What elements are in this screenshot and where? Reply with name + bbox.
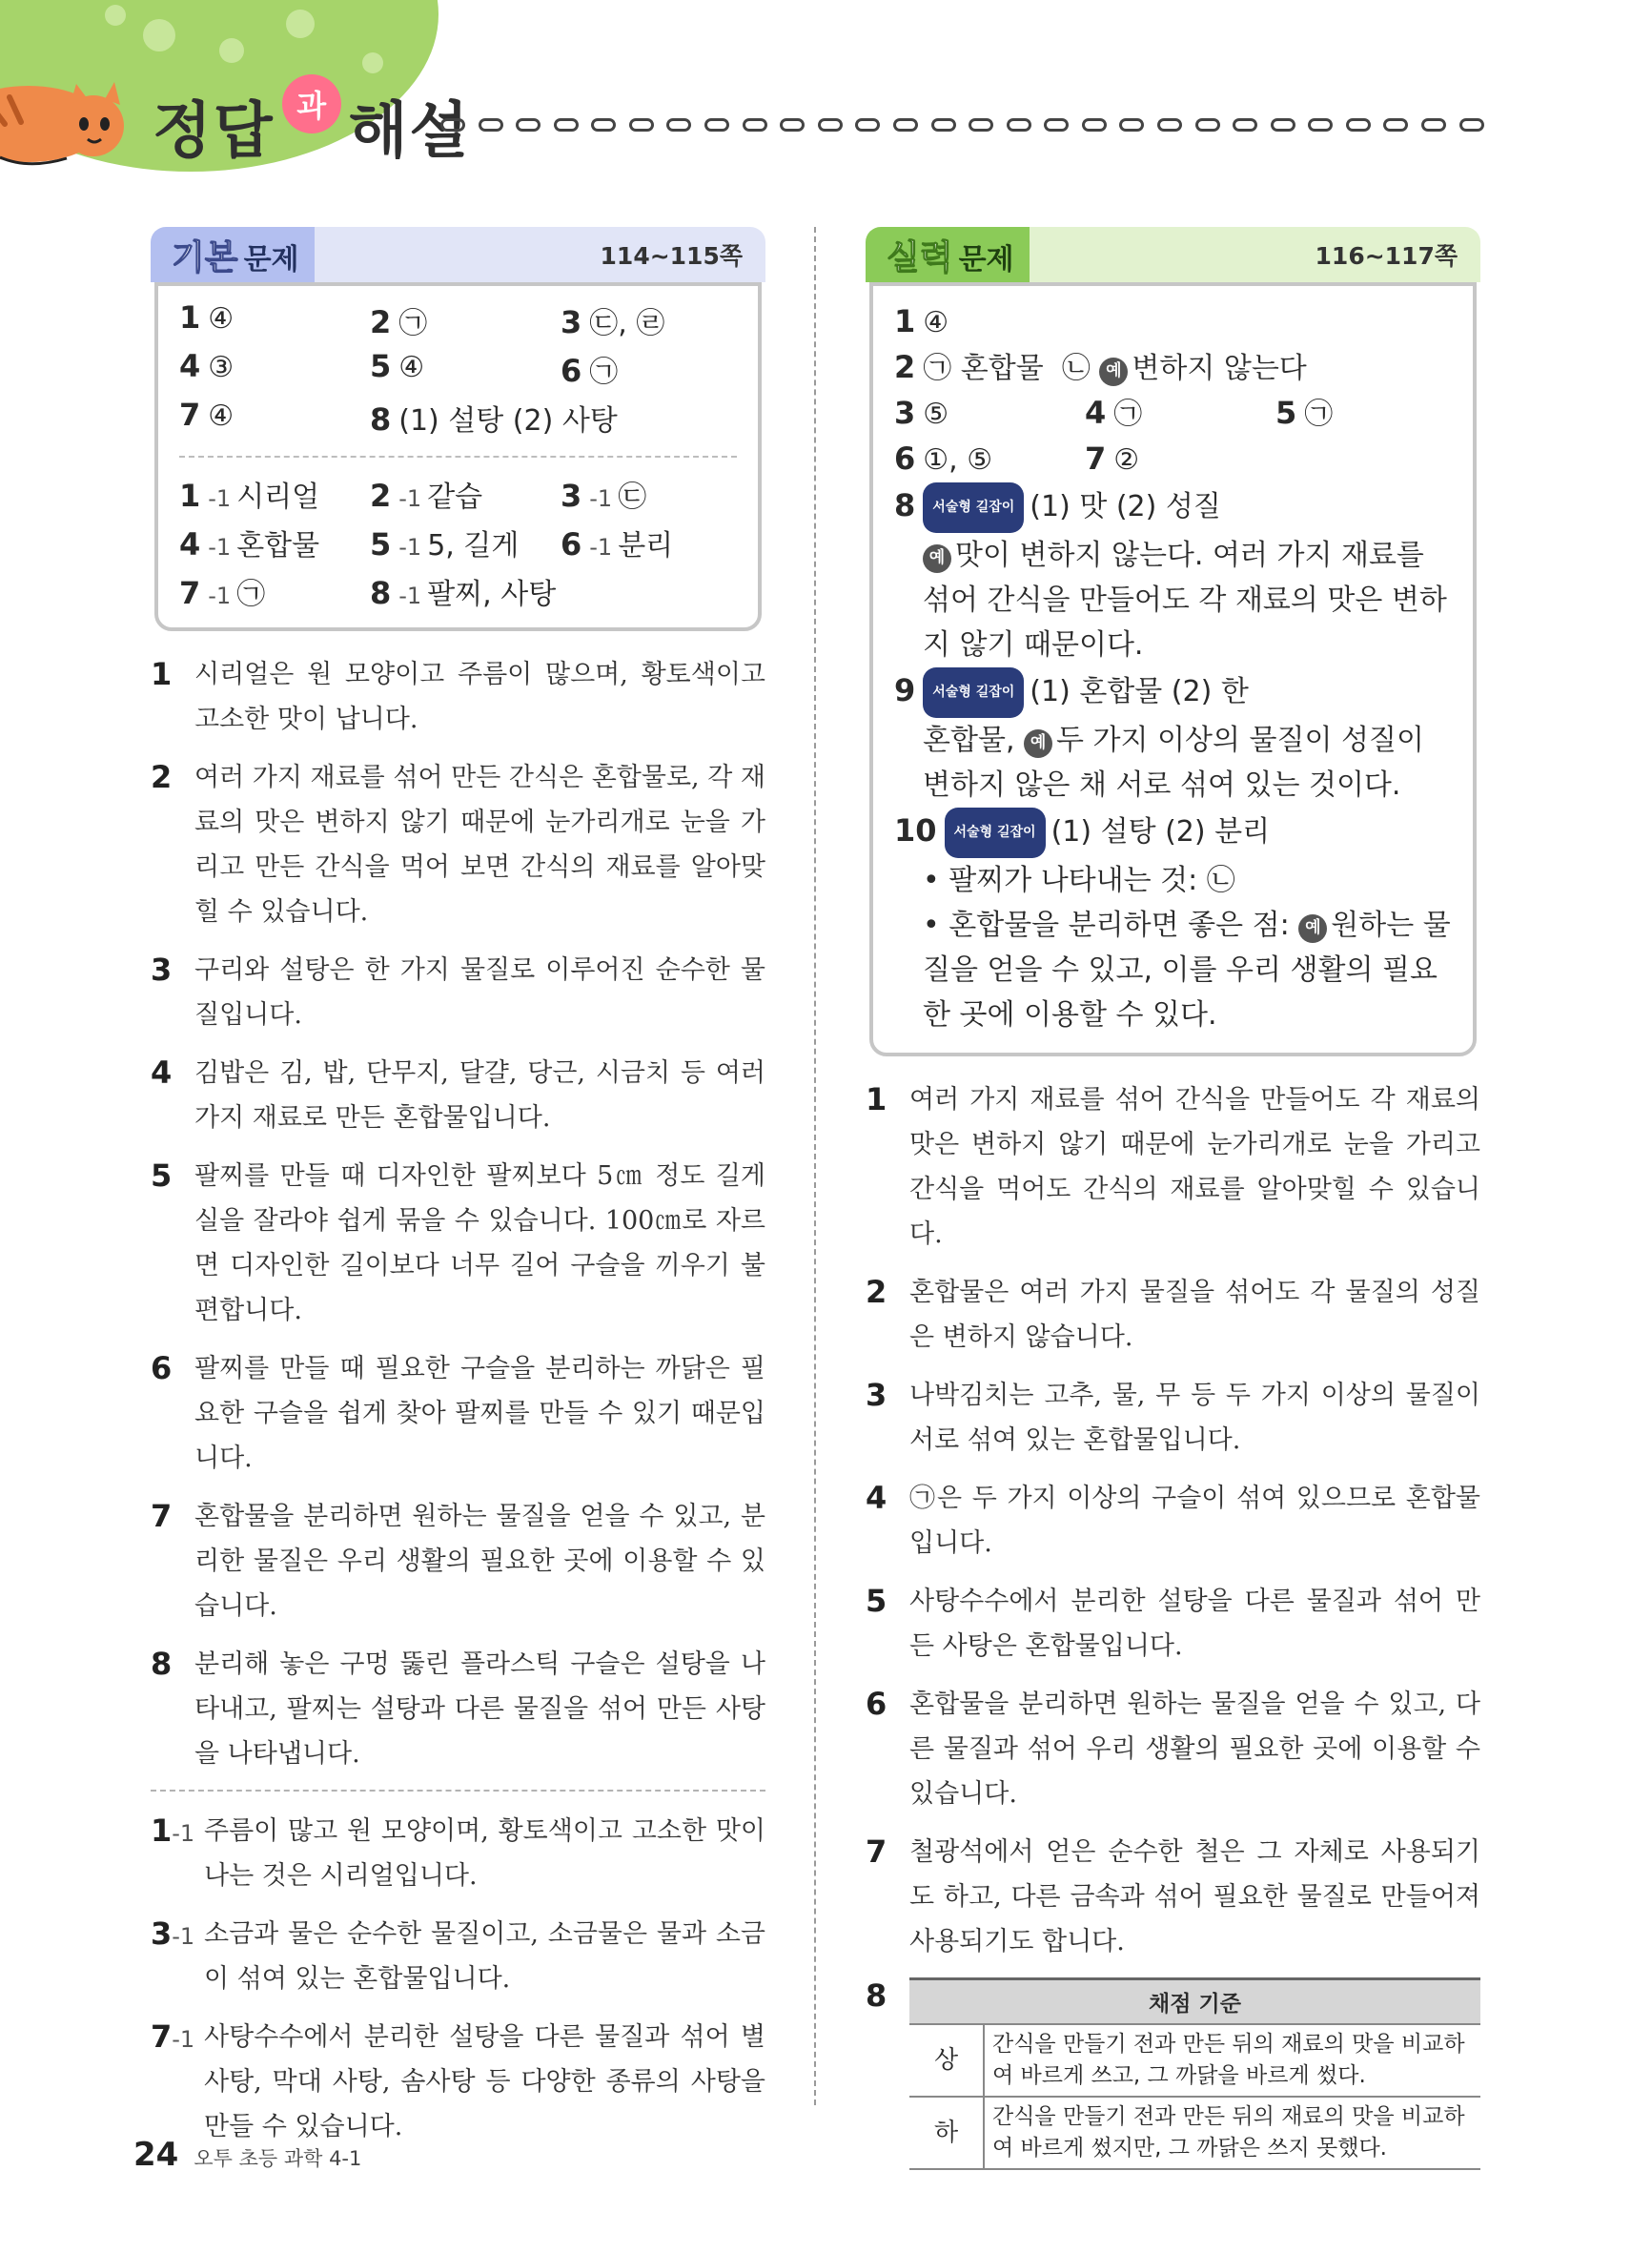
explanation-item: 3 나박김치는 고추, 물, 무 등 두 가지 이상의 물질이 서로 섞여 있는 혼합물입니다. xyxy=(866,1377,1480,1455)
sub-answer-item: 3 -1 ㉢ xyxy=(561,478,647,514)
explanation-item: 5 사탕수수에서 분리한 설탕을 다른 물질과 섞어 만든 사탕은 혼합물입니다. xyxy=(866,1583,1480,1661)
header-dash-rule xyxy=(440,118,1484,133)
answer-item: 3 ㉢, ㉣ xyxy=(561,304,665,340)
answer-line: 2 ㉠ 혼합물 ㉡ 예 변하지 않는다 xyxy=(894,349,1307,385)
explanation-item: 2 혼합물은 여러 가지 물질을 섞어도 각 물질의 성질은 변하지 않습니다. xyxy=(866,1274,1480,1352)
decor-dot xyxy=(219,38,244,63)
basic-page-range: 114~115쪽 xyxy=(600,242,743,270)
explanation-item: 4 ㉠은 두 가지 이상의 구슬이 섞여 있으므로 혼합물입니다. xyxy=(866,1480,1480,1558)
skill-explanations xyxy=(866,1077,1480,2170)
answer-body: 예 맛이 변하지 않는다. 여러 가지 재료를 섞어 간식을 만들어도 각 재료의 맛은 변하지 않기 때문이다. xyxy=(923,539,1447,662)
answer-item: 2 ㉠ xyxy=(370,304,428,340)
page-number: 24 xyxy=(133,2136,179,2174)
explanation-item: 7 철광석에서 얻은 순수한 철은 그 자체로 사용되기도 하고, 다른 금속과 섞어 필요한 물질로 만들어져 사용되기도 합니다. xyxy=(866,1833,1480,1956)
title-connector: 과 xyxy=(282,74,341,133)
answer-line: 3 ⑤ 4 ㉠ 5 ㉠ xyxy=(894,395,1334,431)
skill-tab xyxy=(866,227,1480,282)
table-row xyxy=(909,2097,1480,2169)
basic-section xyxy=(151,227,765,2162)
answer-line: 10 서술형 길잡이 (1) 설탕 (2) 분리 xyxy=(894,808,1452,858)
answer-line: 1 ④ xyxy=(894,303,949,339)
example-badge: 예 xyxy=(1298,914,1327,943)
divider xyxy=(151,1790,765,1792)
decor-dot xyxy=(105,5,126,26)
book-title: 오투 초등 과학 4-1 xyxy=(194,2147,362,2170)
explanation-item: 1 시리얼은 원 모양이고 주름이 많으며, 황토색이고 고소한 맛이 납니다. xyxy=(151,656,765,734)
sub-answer-item: 5 -1 5, 길게 xyxy=(370,526,520,563)
sub-explanation-item: 1-1 주름이 많고 원 모양이며, 황토색이고 고소한 맛이 나는 것은 시리얼입니다. xyxy=(151,1813,765,1891)
answer-item: 8 (1) 설탕 (2) 사탕 xyxy=(370,401,618,438)
basic-answer-box xyxy=(154,282,762,631)
answer-line: 9 서술형 길잡이 (1) 혼합물 (2) 한 xyxy=(894,667,1452,718)
sub-answer-item: 2 -1 같습 xyxy=(370,478,483,514)
answer-line: 6 ①, ⑤ 7 ② xyxy=(894,440,1140,477)
skill-tab-title: 실력 문제 xyxy=(887,237,1014,277)
descriptive-guide-badge: 서술형 길잡이 xyxy=(945,808,1046,858)
scoring-table xyxy=(909,1977,1480,2170)
scoring-table-header: 채점 기준 xyxy=(909,1979,1480,2025)
basic-sub-answers xyxy=(179,473,737,612)
sub-explanation-item: 7-1 사탕수수에서 분리한 설탕을 다른 물질과 섞어 별 사탕, 막대 사탕, 솜사탕 등 다양한 종류의 사탕을 만들 수 있습니다. xyxy=(151,2018,765,2141)
explanation-item: 4 김밥은 김, 밥, 단무지, 달걀, 당근, 시금치 등 여러 가지 재료로 만든 혼합물입니다. xyxy=(151,1055,765,1133)
sub-answer-item: 6 -1 분리 xyxy=(561,526,674,563)
criteria-cell: 간식을 만들기 전과 만든 뒤의 재료의 맛을 비교하여 바르게 쓰고, 그 까닭을 바르게 썼다. xyxy=(984,2024,1480,2097)
decor-dot xyxy=(286,10,315,38)
answer-item: 4 ③ xyxy=(179,348,235,384)
page-footer xyxy=(133,2136,361,2174)
skill-answer-box xyxy=(869,282,1477,1056)
basic-answers xyxy=(179,299,737,439)
skill-page-range: 116~117쪽 xyxy=(1315,242,1458,270)
grade-cell: 상 xyxy=(909,2024,984,2097)
descriptive-guide-badge: 서술형 길잡이 xyxy=(923,667,1024,718)
page-title xyxy=(153,74,470,170)
basic-explanations xyxy=(151,652,765,2149)
answer-item: 1 ④ xyxy=(179,299,235,336)
answer-item: 6 ㉠ xyxy=(561,353,619,389)
column-divider xyxy=(814,227,816,2105)
example-badge: 예 xyxy=(923,544,951,573)
answer-bullet: • 혼합물을 분리하면 좋은 점: 예 원하는 물질을 얻을 수 있고, 이를 우리 생활의 필요한 곳에 이용할 수 있다. xyxy=(923,909,1451,1032)
explanation-item: 6 혼합물을 분리하면 원하는 물질을 얻을 수 있고, 다른 물질과 섞어 우리 생활의 필요한 곳에 이용할 수 있습니다. xyxy=(866,1686,1480,1809)
title-explanation: 해설 xyxy=(348,96,471,167)
decor-dot xyxy=(143,19,175,51)
explanation-item: 6 팔찌를 만들 때 필요한 구슬을 분리하는 까닭은 필요한 구슬을 쉽게 찾아 팔찌를 만들 수 있기 때문입니다. xyxy=(151,1350,765,1473)
sub-answer-item: 4 -1 혼합물 xyxy=(179,526,320,563)
example-badge: 예 xyxy=(1024,729,1052,758)
sub-answer-item: 8 -1 팔찌, 사탕 xyxy=(370,575,557,611)
answer-item: 5 ④ xyxy=(370,348,425,384)
answer-bullet: • 팔찌가 나타내는 것: ㉡ xyxy=(923,864,1235,897)
table-row xyxy=(909,2024,1480,2097)
title-answer: 정답 xyxy=(153,96,275,167)
basic-tab xyxy=(151,227,765,282)
answer-body: 혼합물, 예 두 가지 이상의 물질이 성질이 변하지 않은 채 서로 섞여 있는 것이다. xyxy=(923,724,1424,802)
explanation-item: 1 여러 가지 재료를 섞어 간식을 만들어도 각 재료의 맛은 변하지 않기 때문에 눈가리개로 눈을 가리고 간식을 먹어도 간식의 재료를 알아맞힐 수 있습니다. xyxy=(866,1081,1480,1249)
cat-mascot-icon xyxy=(0,67,143,172)
sub-explanation-item: 3-1 소금과 물은 순수한 물질이고, 소금물은 물과 소금이 섞여 있는 혼합물입니다. xyxy=(151,1915,765,1994)
answer-item: 7 ④ xyxy=(179,397,235,433)
divider xyxy=(179,456,737,458)
sub-answer-item: 7 -1 ㉠ xyxy=(179,575,266,611)
answer-line: 8 서술형 길잡이 (1) 맛 (2) 성질 xyxy=(894,482,1452,533)
decor-dot xyxy=(362,52,383,73)
scoring-criteria: 8 채점 기준 상 간식을 만들기 전과 만든 뒤의 재료의 맛을 비교하여 바르게 쓰고, 그 까닭을 바르게 썼다. 하 간식을 만들기 전과 만든 뒤의 재료의 맛을 비교하여 바르게 썼지만, 그 까닭은 쓰지 못했다. xyxy=(866,1977,1480,2170)
explanation-item: 7 혼합물을 분리하면 원하는 물질을 얻을 수 있고, 분리한 물질은 우리 생활의 필요한 곳에 이용할 수 있습니다. xyxy=(151,1498,765,1621)
basic-tab-title: 기본 문제 xyxy=(172,237,299,277)
explanation-item: 3 구리와 설탕은 한 가지 물질로 이루어진 순수한 물질입니다. xyxy=(151,952,765,1030)
grade-cell: 하 xyxy=(909,2097,984,2169)
example-badge: 예 xyxy=(1099,358,1128,386)
skill-section xyxy=(866,227,1480,2170)
explanation-item: 2 여러 가지 재료를 섞어 만든 간식은 혼합물로, 각 재료의 맛은 변하지 않기 때문에 눈가리개로 눈을 가리고 만든 간식을 먹어 보면 간식의 재료를 알아맞힐 수 있습니다. xyxy=(151,759,765,927)
sub-answer-item: 1 -1 시리얼 xyxy=(179,478,320,514)
explanation-item: 5 팔찌를 만들 때 디자인한 팔찌보다 5㎝ 정도 길게 실을 잘라야 쉽게 묶을 수 있습니다. 100㎝로 자르면 디자인한 길이보다 너무 길어 구슬을 끼우기 불편합니다. xyxy=(151,1157,765,1325)
explanation-item: 8 분리해 놓은 구멍 뚫린 플라스틱 구슬은 설탕을 나타내고, 팔찌는 설탕과 다른 물질을 섞어 만든 사탕을 나타냅니다. xyxy=(151,1646,765,1769)
criteria-cell: 간식을 만들기 전과 만든 뒤의 재료의 맛을 비교하여 바르게 썼지만, 그 까닭은 쓰지 못했다. xyxy=(984,2097,1480,2169)
descriptive-guide-badge: 서술형 길잡이 xyxy=(923,482,1024,533)
